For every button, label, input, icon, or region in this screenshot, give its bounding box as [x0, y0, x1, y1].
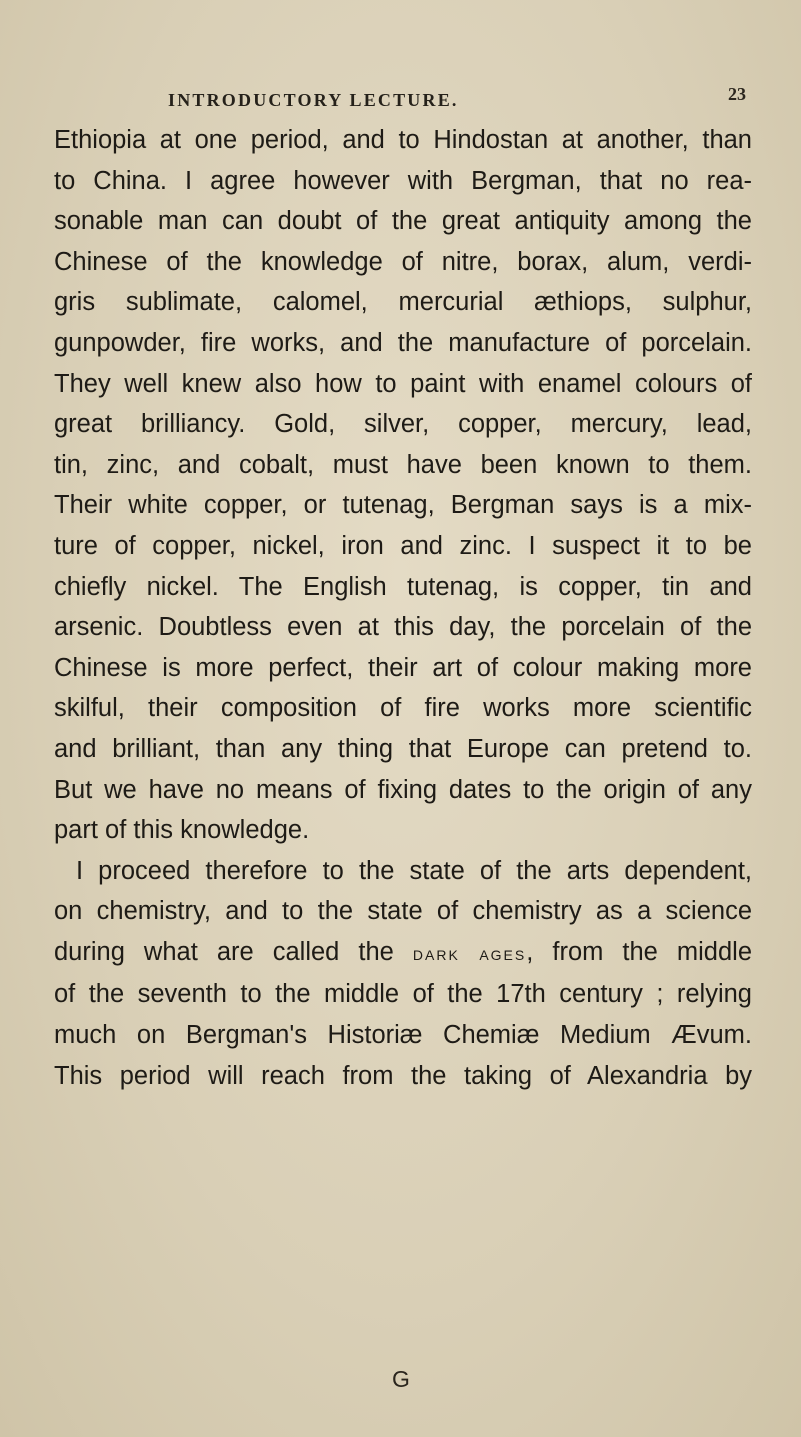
text-line: Ethiopia at one period, and to Hindostan at another, than: [54, 126, 752, 154]
text-fragment: during what are called the: [54, 937, 413, 966]
page-number: 23: [728, 84, 746, 104]
text-line: They well knew also how to paint with enamel colours of: [54, 369, 752, 398]
text-line: I proceed therefore to the state of the arts dependent,: [76, 856, 752, 885]
text-line: and brilliant, than any thing that Europe can pretend to.: [54, 734, 752, 763]
text-line: part of this knowledge.: [54, 816, 310, 845]
text-line: skilful, their composition of fire works more scientific: [54, 694, 752, 723]
text-fragment: , from the middle: [526, 937, 753, 966]
text-line: gunpowder, fire works, and the manufacture of porcelain.: [54, 328, 752, 357]
text-line: much on Bergman's Historiæ Chemiæ Medium Ævum.: [54, 1021, 752, 1050]
body-text: [54, 120, 752, 1096]
text-line: to China. I agree however with Bergman, that no rea-: [54, 166, 752, 195]
text-line: gris sublimate, calomel, mercurial æthiops, sulphur,: [54, 288, 752, 317]
text-line: Chinese is more perfect, their art of colour making more: [54, 653, 752, 682]
text-line: sonable man can doubt of the great antiquity among the: [54, 207, 752, 236]
text-line: arsenic. Doubtless even at this day, the porcelain of the: [54, 613, 752, 642]
text-line: on chemistry, and to the state of chemistry as a science: [54, 897, 752, 926]
text-line: chiefly nickel. The English tutenag, is copper, tin and: [54, 572, 752, 601]
text-line: But we have no means of fixing dates to the origin of any: [54, 775, 752, 804]
text-line: This period will reach from the taking of Alexandria by: [54, 1061, 752, 1090]
smallcaps-phrase: dark ages: [412, 942, 527, 965]
text-line: great brilliancy. Gold, silver, copper, mercury, lead,: [54, 410, 752, 439]
text-line: Their white copper, or tutenag, Bergman says is a mix-: [54, 491, 752, 520]
text-line: ture of copper, nickel, iron and zinc. I suspect it to be: [54, 531, 752, 560]
running-head: INTRODUCTORY LECTURE.: [168, 90, 459, 110]
text-line-with-smallcaps: [54, 932, 752, 975]
text-line: Chinese of the knowledge of nitre, borax, alum, verdi-: [54, 247, 752, 276]
text-line: of the seventh to the middle of the 17th century ; relying: [54, 980, 752, 1009]
text-line: tin, zinc, and cobalt, must have been known to them.: [54, 450, 752, 479]
signature-mark: G: [392, 1366, 410, 1392]
